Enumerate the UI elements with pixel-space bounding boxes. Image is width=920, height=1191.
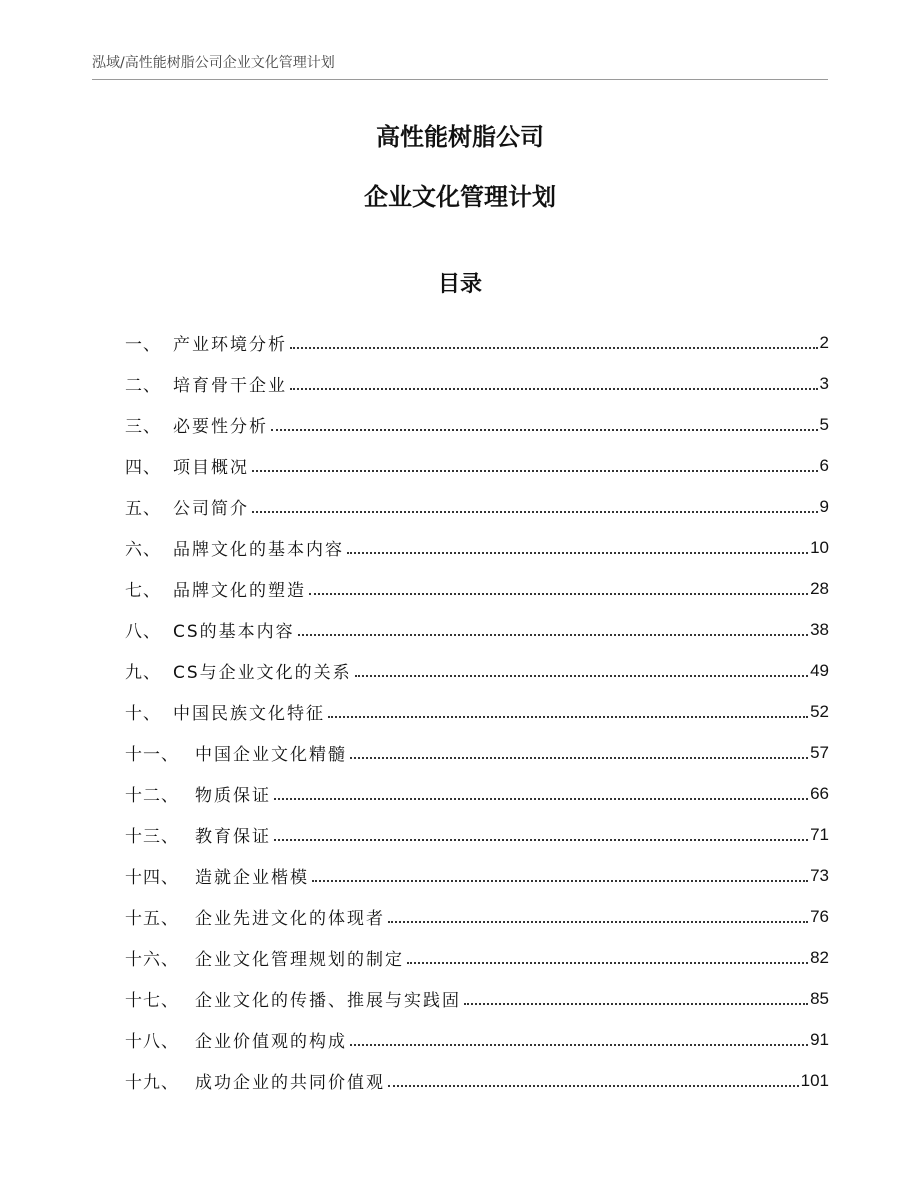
- toc-entry-number: 六、: [125, 540, 161, 560]
- toc-entry-page-number: 71: [810, 824, 829, 844]
- toc-entry-title: 公司简介: [173, 499, 249, 519]
- toc-dot-leader: [355, 675, 808, 677]
- toc-entry-page-number: 57: [810, 742, 829, 762]
- toc-entry[interactable]: [125, 486, 829, 527]
- toc-entry-page-number: 9: [819, 496, 829, 516]
- toc-dot-leader: [274, 798, 808, 800]
- document-title: 企业文化管理计划: [364, 183, 556, 211]
- toc-dot-leader: [350, 757, 808, 759]
- toc-entry-page-number: 5: [819, 414, 829, 434]
- toc-entry-number: 四、: [125, 458, 161, 478]
- toc-entry-page-number: 28: [810, 578, 829, 598]
- toc-entry-page-number: 101: [800, 1070, 829, 1090]
- toc-entry-title: CS与企业文化的关系: [173, 663, 352, 683]
- toc-entry-title: 品牌文化的基本内容: [173, 540, 344, 560]
- toc-entry[interactable]: [125, 1019, 829, 1060]
- toc-entry-number: 五、: [125, 499, 161, 519]
- toc-entry-number: 十九、: [125, 1073, 179, 1093]
- toc-heading: 目录: [437, 272, 482, 297]
- toc-entry-page-number: 49: [810, 660, 829, 680]
- running-header: 泓域/高性能树脂公司企业文化管理计划: [92, 54, 828, 80]
- toc-entry-title: 造就企业楷模: [195, 868, 309, 888]
- toc-entry[interactable]: [125, 527, 829, 568]
- toc-dot-leader: [388, 1085, 799, 1087]
- toc-entry[interactable]: [125, 1060, 829, 1101]
- toc-entry-title: 企业文化管理规划的制定: [195, 950, 404, 970]
- toc-entry[interactable]: [125, 322, 829, 363]
- toc-entry-page-number: 6: [819, 455, 829, 475]
- toc-entry[interactable]: [125, 609, 829, 650]
- toc-entry[interactable]: [125, 896, 829, 937]
- toc-entry[interactable]: [125, 732, 829, 773]
- toc-entry[interactable]: [125, 937, 829, 978]
- toc-entry-title: 企业文化的传播、推展与实践固: [195, 991, 461, 1011]
- toc-entry-title: 成功企业的共同价值观: [195, 1073, 385, 1093]
- toc-entry-number: 十一、: [125, 745, 179, 765]
- toc-entry[interactable]: [125, 404, 829, 445]
- toc-entry-title: 品牌文化的塑造: [173, 581, 306, 601]
- toc-entry-number: 二、: [125, 376, 161, 396]
- toc-entry-title: 教育保证: [195, 827, 271, 847]
- company-title: 高性能树脂公司: [376, 123, 544, 151]
- toc-dot-leader: [252, 511, 818, 513]
- toc-dot-leader: [290, 388, 818, 390]
- toc-entry-title: CS的基本内容: [173, 622, 295, 642]
- toc-entry[interactable]: [125, 814, 829, 855]
- toc-entry-number: 十三、: [125, 827, 179, 847]
- toc-entry-number: 一、: [125, 335, 161, 355]
- toc-entry[interactable]: [125, 855, 829, 896]
- toc-entry-title: 企业价值观的构成: [195, 1032, 347, 1052]
- toc-dot-leader: [312, 880, 808, 882]
- toc-entry[interactable]: [125, 650, 829, 691]
- toc-entry-title: 培育骨干企业: [173, 376, 287, 396]
- toc-dot-leader: [252, 470, 818, 472]
- toc-dot-leader: [298, 634, 808, 636]
- toc-dot-leader: [464, 1003, 808, 1005]
- toc-entry-title: 物质保证: [195, 786, 271, 806]
- toc-entry-page-number: 66: [810, 783, 829, 803]
- toc-entry-number: 十二、: [125, 786, 179, 806]
- toc-entry-page-number: 85: [810, 988, 829, 1008]
- toc-entry-number: 八、: [125, 622, 161, 642]
- toc-entry-page-number: 91: [810, 1029, 829, 1049]
- toc-entry-page-number: 2: [819, 332, 829, 352]
- toc-dot-leader: [407, 962, 808, 964]
- toc-entry[interactable]: [125, 568, 829, 609]
- toc-dot-leader: [274, 839, 808, 841]
- toc-entry-number: 十四、: [125, 868, 179, 888]
- toc-entry-page-number: 3: [819, 373, 829, 393]
- toc-entry[interactable]: [125, 445, 829, 486]
- toc-dot-leader: [328, 716, 808, 718]
- toc-dot-leader: [388, 921, 808, 923]
- toc-entry-title: 中国民族文化特征: [173, 704, 325, 724]
- toc-entry-page-number: 10: [810, 537, 829, 557]
- toc-entry-title: 项目概况: [173, 458, 249, 478]
- toc-dot-leader: [271, 429, 818, 431]
- toc-entry-page-number: 52: [810, 701, 829, 721]
- toc-dot-leader: [309, 593, 808, 595]
- toc-entry-page-number: 82: [810, 947, 829, 967]
- toc-entry-number: 十五、: [125, 909, 179, 929]
- toc-entry[interactable]: [125, 363, 829, 404]
- table-of-contents: [125, 322, 829, 1101]
- toc-entry-title: 企业先进文化的体现者: [195, 909, 385, 929]
- toc-entry-number: 十六、: [125, 950, 179, 970]
- toc-entry-number: 十七、: [125, 991, 179, 1011]
- toc-entry-number: 三、: [125, 417, 161, 437]
- toc-entry-page-number: 76: [810, 906, 829, 926]
- toc-dot-leader: [290, 347, 818, 349]
- toc-entry-title: 中国企业文化精髓: [195, 745, 347, 765]
- toc-entry-number: 七、: [125, 581, 161, 601]
- toc-dot-leader: [350, 1044, 808, 1046]
- toc-dot-leader: [347, 552, 808, 554]
- toc-entry[interactable]: [125, 978, 829, 1019]
- toc-entry-number: 十八、: [125, 1032, 179, 1052]
- toc-entry-number: 十、: [125, 704, 161, 724]
- toc-entry[interactable]: [125, 773, 829, 814]
- toc-entry[interactable]: [125, 691, 829, 732]
- toc-entry-title: 必要性分析: [173, 417, 268, 437]
- toc-entry-number: 九、: [125, 663, 161, 683]
- toc-entry-title: 产业环境分析: [173, 335, 287, 355]
- toc-entry-page-number: 38: [810, 619, 829, 639]
- toc-entry-page-number: 73: [810, 865, 829, 885]
